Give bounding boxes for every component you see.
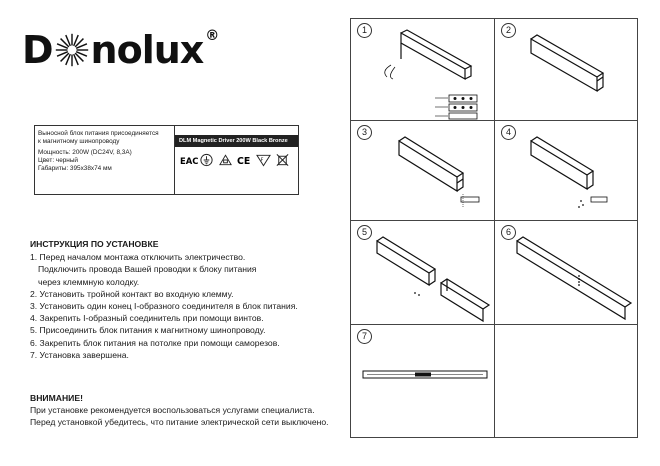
step-cell-2 [494, 18, 638, 120]
label-specs [35, 126, 175, 194]
instruction-step: 3. Установить один конец I-образного соединителя в блок питания. [30, 301, 298, 312]
brand-logo [22, 28, 218, 72]
step-cell-4 [494, 120, 638, 220]
instruction-step: 6. Закрепить блок питания на потолке при помощи саморезов. [30, 337, 280, 348]
warning-line: Перед установкой убедитесь, что питание электрической сети выключено. [30, 417, 329, 428]
install-instructions [30, 238, 330, 361]
warning-title: ВНИМАНИЕ! [30, 393, 83, 403]
step-number-4: 4 [501, 125, 516, 140]
instruction-step: Подключить провода Вашей проводки к блоку питания [38, 264, 257, 275]
label-dims: Габариты: 395х38х74 мм [38, 165, 112, 172]
step-cell-7 [350, 324, 494, 438]
eac-icon [180, 153, 199, 167]
instruction-step: через клеммную колодку. [38, 276, 140, 287]
product-label [34, 125, 299, 195]
fire-triangle-icon [256, 153, 271, 167]
ground-icon [199, 153, 214, 167]
svg-text:CE: CE [237, 155, 251, 167]
step-number-7: 7 [357, 329, 372, 344]
step-number-1: 1 [357, 23, 372, 38]
instructions-title: ИНСТРУКЦИЯ ПО УСТАНОВКЕ [30, 239, 159, 249]
step-3-illustration [351, 121, 495, 221]
step-number-5: 5 [357, 225, 372, 240]
step-5-illustration [351, 221, 495, 325]
svg-text:F: F [260, 157, 264, 163]
ce-icon [237, 153, 252, 167]
instruction-step: 5. Присоединить блок питания к магнитному шинопроводу. [30, 325, 266, 336]
step-number-2: 2 [501, 23, 516, 38]
step-4-illustration [495, 121, 639, 221]
step-cell-6 [494, 220, 638, 324]
logo-letter-d: D [22, 28, 53, 72]
step-cell-empty [494, 324, 638, 438]
label-product-name: DLM Magnetic Driver 200W Black Bronze [175, 135, 298, 147]
step-cell-3 [350, 120, 494, 220]
certification-icons [175, 147, 298, 173]
registered-mark: ® [205, 28, 219, 44]
svg-text:EAC: EAC [180, 155, 199, 166]
step-cell-5 [350, 220, 494, 324]
warning-block [30, 392, 340, 429]
instruction-step: 1. Перед началом монтажа отключить электричество. [30, 252, 246, 263]
warning-line: При установке рекомендуется воспользоваться услугами специалиста. [30, 405, 315, 416]
label-desc-line2: к магнитному шинопроводу [38, 138, 120, 145]
step-7-illustration [351, 325, 495, 439]
step-cell-1 [350, 18, 494, 120]
step-number-3: 3 [357, 125, 372, 140]
label-power: Мощность: 200W (DC24V, 8,3A) [38, 149, 132, 156]
label-desc-line1: Выносной блок питания присоединяется [38, 130, 159, 137]
sun-logo-icon [54, 32, 90, 68]
label-color: Цвет: черный [38, 157, 79, 164]
step-1-illustration [351, 19, 495, 121]
step-2-illustration [495, 19, 639, 121]
weee-bin-icon [275, 153, 290, 167]
steps-grid [350, 18, 638, 438]
step-6-illustration [495, 221, 639, 325]
instruction-step: 2. Установить тройной контакт во входную клемму. [30, 288, 234, 299]
instruction-step: 7. Установка завершена. [30, 349, 129, 360]
class-ii-icon [218, 153, 233, 167]
instruction-step: 4. Закрепить I-образный соединитель при помощи винтов. [30, 313, 264, 324]
step-number-6: 6 [501, 225, 516, 240]
logo-wordmark: nolux [90, 28, 204, 72]
